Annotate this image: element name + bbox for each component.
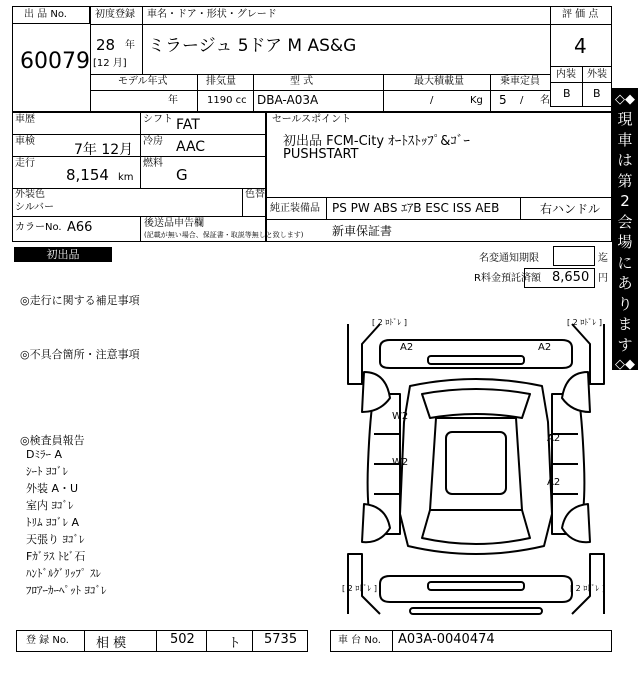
fuel-label: 燃料 xyxy=(143,158,163,169)
sales-point-label: セールスポイント xyxy=(272,114,352,125)
max-load-value: / xyxy=(430,95,434,106)
corner-bottom-right: [ 2 ﾛﾄﾞﾚ ] xyxy=(570,584,605,593)
car-body xyxy=(400,379,552,554)
handle-value: 右ハンドル xyxy=(540,202,601,216)
inspector-item: Fｶﾞﾗｽ ﾄﾋﾞ石 xyxy=(26,550,86,563)
year-unit: 年 xyxy=(125,40,135,51)
defects-label: ◎不具合箇所・注意事項 xyxy=(20,348,140,361)
model-year-label: モデル年式 xyxy=(118,76,168,87)
inspector-label: ◎検査員報告 xyxy=(20,434,85,447)
lot-number: 60079 xyxy=(20,49,90,74)
inspection-value: 7年 12月 xyxy=(74,142,134,158)
model-year-value: 年 xyxy=(168,95,178,106)
reg-class: 502 xyxy=(170,632,195,647)
interior-label: 内装 xyxy=(556,69,576,80)
history-label: 車歴 xyxy=(15,114,35,125)
inspector-item: ﾌﾛｱｰｶｰﾍﾟｯﾄ ﾖｺﾞﾚ xyxy=(26,584,107,597)
mark-right-door-rear: A2 xyxy=(547,477,561,488)
capacity-sep: / xyxy=(520,95,524,106)
exterior-grade: B xyxy=(593,87,601,100)
rear-plate-area xyxy=(428,582,524,590)
location-banner xyxy=(612,88,638,370)
banner-char: に xyxy=(617,253,633,272)
banner-char: 車 xyxy=(617,130,633,149)
name-change-label: 名変通知期限 xyxy=(479,253,539,264)
type-label: 型 式 xyxy=(290,76,314,87)
banner-char: 現 xyxy=(617,110,633,128)
mark-front-right: A2 xyxy=(538,342,552,353)
shift-label: シフト xyxy=(143,114,173,125)
first-reg-year: 28 xyxy=(96,36,116,54)
banner-char: は xyxy=(617,151,633,169)
recycle-value: 8,650 xyxy=(552,270,590,285)
first-listing-badge: 初出品 xyxy=(14,247,112,262)
chassis-label: 車 台 No. xyxy=(338,635,381,646)
banner-char: り xyxy=(617,294,633,313)
color-change-label: 色替 xyxy=(245,189,265,200)
name-change-unit: 迄 xyxy=(598,253,608,264)
banner-char: す xyxy=(617,335,633,354)
max-load-label: 最大積載量 xyxy=(414,76,464,87)
banner-char: 会 xyxy=(617,212,633,231)
recycle-label: R料金預託済額 xyxy=(474,273,541,284)
color-no-value: A66 xyxy=(67,220,93,235)
reg-label: 登 録 No. xyxy=(26,635,69,646)
capacity-label: 乗車定員 xyxy=(500,76,540,87)
inspector-item: ﾊﾝﾄﾞﾙｸﾞﾘｯﾌﾟ ｽﾚ xyxy=(26,567,101,580)
inspection-label: 車検 xyxy=(15,136,35,147)
mileage-unit: km xyxy=(118,172,134,183)
corner-bottom-left: [ 2 ﾛﾄﾞﾚ ] xyxy=(342,584,377,593)
mileage-value: 8,154 xyxy=(66,166,109,184)
lot-label: 出 品 No. xyxy=(24,9,67,20)
max-load-unit: Kg xyxy=(470,95,483,106)
name-change-box xyxy=(553,246,595,266)
banner-bottom-marks: ◇◆ xyxy=(615,357,635,372)
front-grille xyxy=(428,356,524,364)
recycle-unit: 円 xyxy=(598,273,608,284)
corner-top-right: [ 2 ﾛﾄﾞﾚ ] xyxy=(567,318,602,327)
capacity-unit: 名 xyxy=(540,95,550,106)
mileage-label: 走行 xyxy=(15,158,35,169)
grade-label: 評 価 点 xyxy=(562,9,599,20)
displacement-value: 1190 cc xyxy=(207,95,247,106)
sales-point-line2: PUSHSTART xyxy=(283,147,359,162)
inspector-item: ｼｰﾄ ﾖｺﾞﾚ xyxy=(26,465,68,478)
mark-right-door-front: A2 xyxy=(547,433,561,444)
reg-kana: ト xyxy=(228,636,242,651)
shift-value: FAT xyxy=(176,117,200,133)
first-reg-label: 初度登録 xyxy=(95,9,135,20)
inspector-item: ﾄﾘﾑ ﾖｺﾞﾚ A xyxy=(26,516,80,529)
driving-notes-label: ◎走行に関する補足事項 xyxy=(20,294,140,307)
reg-number: 5735 xyxy=(264,632,298,647)
banner-char: ま xyxy=(617,315,633,333)
type-value: DBA-A03A xyxy=(257,93,319,107)
equipment-value: PS PW ABS ｴｱB ESC ISS AEB xyxy=(332,201,500,215)
mark-w2-top: W2 xyxy=(392,411,409,422)
ac-value: AAC xyxy=(176,139,206,155)
car-name: ミラージュ 5ドア M AS&G xyxy=(148,36,357,56)
banner-char: 2 xyxy=(620,192,630,210)
exterior-label: 外装 xyxy=(587,69,607,80)
sales-point-line1: 初出品 FCM-City ｵｰﾄｽﾄｯﾌﾟ&ｺﾞｰ xyxy=(283,134,470,149)
displacement-label: 排気量 xyxy=(206,76,236,87)
chassis-value: A03A-0040474 xyxy=(398,632,495,647)
post-delivery-label: 後送品申告欄 xyxy=(144,218,204,229)
inspector-item: 室内 ﾖｺﾞﾚ xyxy=(26,499,74,512)
interior-grade: B xyxy=(563,87,571,100)
fuel-value: G xyxy=(176,166,188,184)
post-delivery-note: (記載が無い場合、保証書・取説等無しと致します) xyxy=(144,231,304,239)
equipment-label: 純正装備品 xyxy=(270,203,320,214)
banner-char: 場 xyxy=(617,233,633,251)
inspector-item: Dﾐﾗｰ A xyxy=(26,448,62,461)
banner-char: あ xyxy=(617,274,633,292)
inspector-item: 外装 A・U xyxy=(26,482,79,495)
first-reg-month: [12 月] xyxy=(93,58,127,69)
color-no-label: カラーNo. xyxy=(15,222,62,233)
inspector-item: 天張り ﾖｺﾞﾚ xyxy=(26,533,85,546)
car-diagram xyxy=(340,314,612,624)
warranty-value: 新車保証書 xyxy=(332,224,393,238)
mark-front-left: A2 xyxy=(400,342,414,353)
exterior-color-value: シルバー xyxy=(15,202,55,213)
reg-area: 相 模 xyxy=(96,636,127,651)
banner-top-marks: ◇◆ xyxy=(615,92,635,107)
exterior-color-label: 外装色 xyxy=(15,189,45,200)
capacity-value: 5 xyxy=(499,93,507,107)
inspector-list xyxy=(26,446,226,599)
grade-value: 4 xyxy=(574,34,587,58)
name-label: 車名・ドア・形状・グレード xyxy=(147,9,277,20)
banner-char: 第 xyxy=(617,171,633,190)
ac-label: 冷房 xyxy=(143,136,163,147)
mark-w2-bottom: W2 xyxy=(392,457,409,468)
corner-top-left: [ 2 ﾛﾄﾞﾚ ] xyxy=(372,318,407,327)
